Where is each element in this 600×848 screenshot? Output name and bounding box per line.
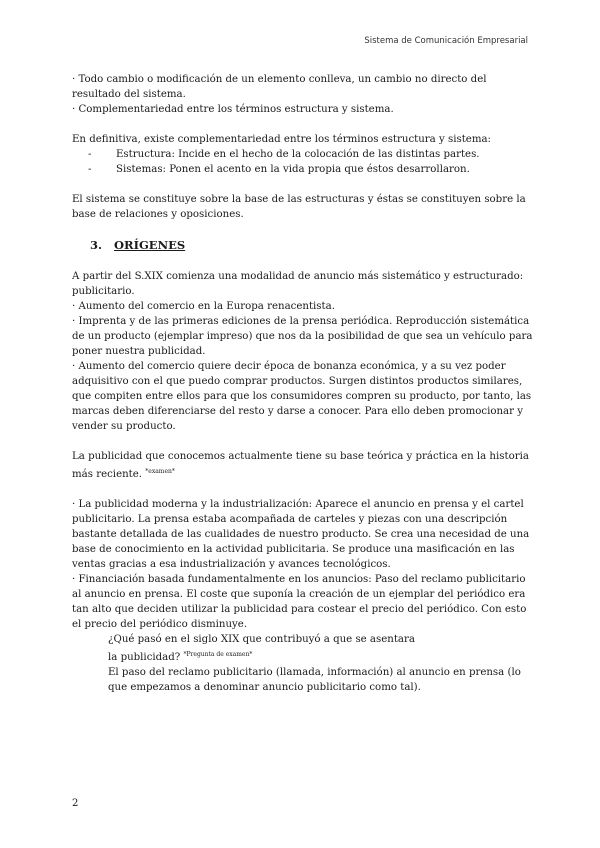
dash-marker: - (88, 164, 92, 175)
conclusion-paragraph: En definitiva, existe complementariedad entre los términos estructura y sistema: (72, 134, 491, 145)
question-answer: El paso del reclamo publicitario (llamada, información) al anuncio en prensa (lo que empezamos a denominar anuncio publicitario como tal). (108, 667, 521, 693)
section-title: ORÍGENES (114, 238, 186, 252)
current-text: La publicidad que conocemos actualmente tiene su base teórica y práctica en la historia más reciente. (72, 451, 529, 480)
dash-item-text: Sistemas: Ponen el acento en la vida propia que éstos desarrollaron. (116, 164, 470, 175)
page-number: 2 (72, 798, 79, 809)
dash-item-text: Estructura: Incide en el hecho de la colocación de las distintas partes. (116, 149, 480, 160)
dash-item-sistemas (72, 162, 534, 177)
exam-note: *examen* (145, 468, 175, 475)
dash-marker: - (88, 149, 92, 160)
system-paragraph: El sistema se constituye sobre la base de las estructuras y éstas se constituyen sobre la base de relaciones y oposiciones. (72, 194, 526, 220)
section-heading (90, 232, 534, 259)
origins-lead: A partir del S.XIX comienza una modalidad de anuncio más sistemático y estructurado: publicitario. (72, 271, 524, 297)
modern-point-1: · La publicidad moderna y la industrialización: Aparece el anuncio en prensa y el cartel publicitario. La prensa estaba acompañada de carteles y piezas con una descripción bastante detallada de las cualidades de nuestro producto. Se crea una necesidad de una base de conocimiento en la actividad publicitaria. Se produce una masificación en las ventas gracias a esa industrialización y avances tecnológicos. (72, 499, 530, 570)
origins-point-1: · Aumento del comercio en la Europa renacentista. (72, 301, 335, 312)
question-note: *Pregunta de examen* (183, 651, 253, 658)
question-text: la publicidad? (108, 652, 181, 663)
intro-bullet-2: · Complementariedad entre los términos estructura y sistema. (72, 104, 394, 115)
origins-point-2: · Imprenta y de las primeras ediciones de la prensa periódica. Reproducción sistemática de un producto (ejemplar impreso) que nos da la posibilidad de que sea un vehículo para poner nuestra publicidad. (72, 316, 533, 357)
section-number: 3. (90, 238, 103, 252)
current-paragraph (72, 449, 534, 482)
page-content (72, 72, 534, 695)
modern-point-2: · Financiación basada fundamentalmente en los anuncios: Paso del reclamo publicitario al anuncio en prensa. El coste que suponía la creación de un ejemplar del periódico era tan alto que deciden utilizar la publicidad para costear el precio del periódico. Con esto el precio del periódico disminuye. (72, 574, 527, 630)
origins-point-3: · Aumento del comercio quiere decir época de bonanza económica, y a su vez poder adquisitivo con el que puedo comprar productos. Surgen distintos productos similares, que compiten entre ellos para que los consumidores compren su producto, por tanto, las marcas deben diferenciarse del resto y darse a conocer. Para ello deben promocionar y vender su producto. (72, 361, 532, 432)
exam-question-block (72, 632, 534, 695)
running-header: Sistema de Comunicación Empresarial (364, 36, 528, 46)
question-line-1: ¿Qué pasó en el siglo XIX que contribuyó a que se asentara (108, 634, 415, 645)
question-line-2 (108, 647, 534, 665)
intro-bullet-1: · Todo cambio o modificación de un elemento conlleva, un cambio no directo del resultado del sistema. (72, 74, 487, 100)
dash-item-estructura (72, 147, 534, 162)
